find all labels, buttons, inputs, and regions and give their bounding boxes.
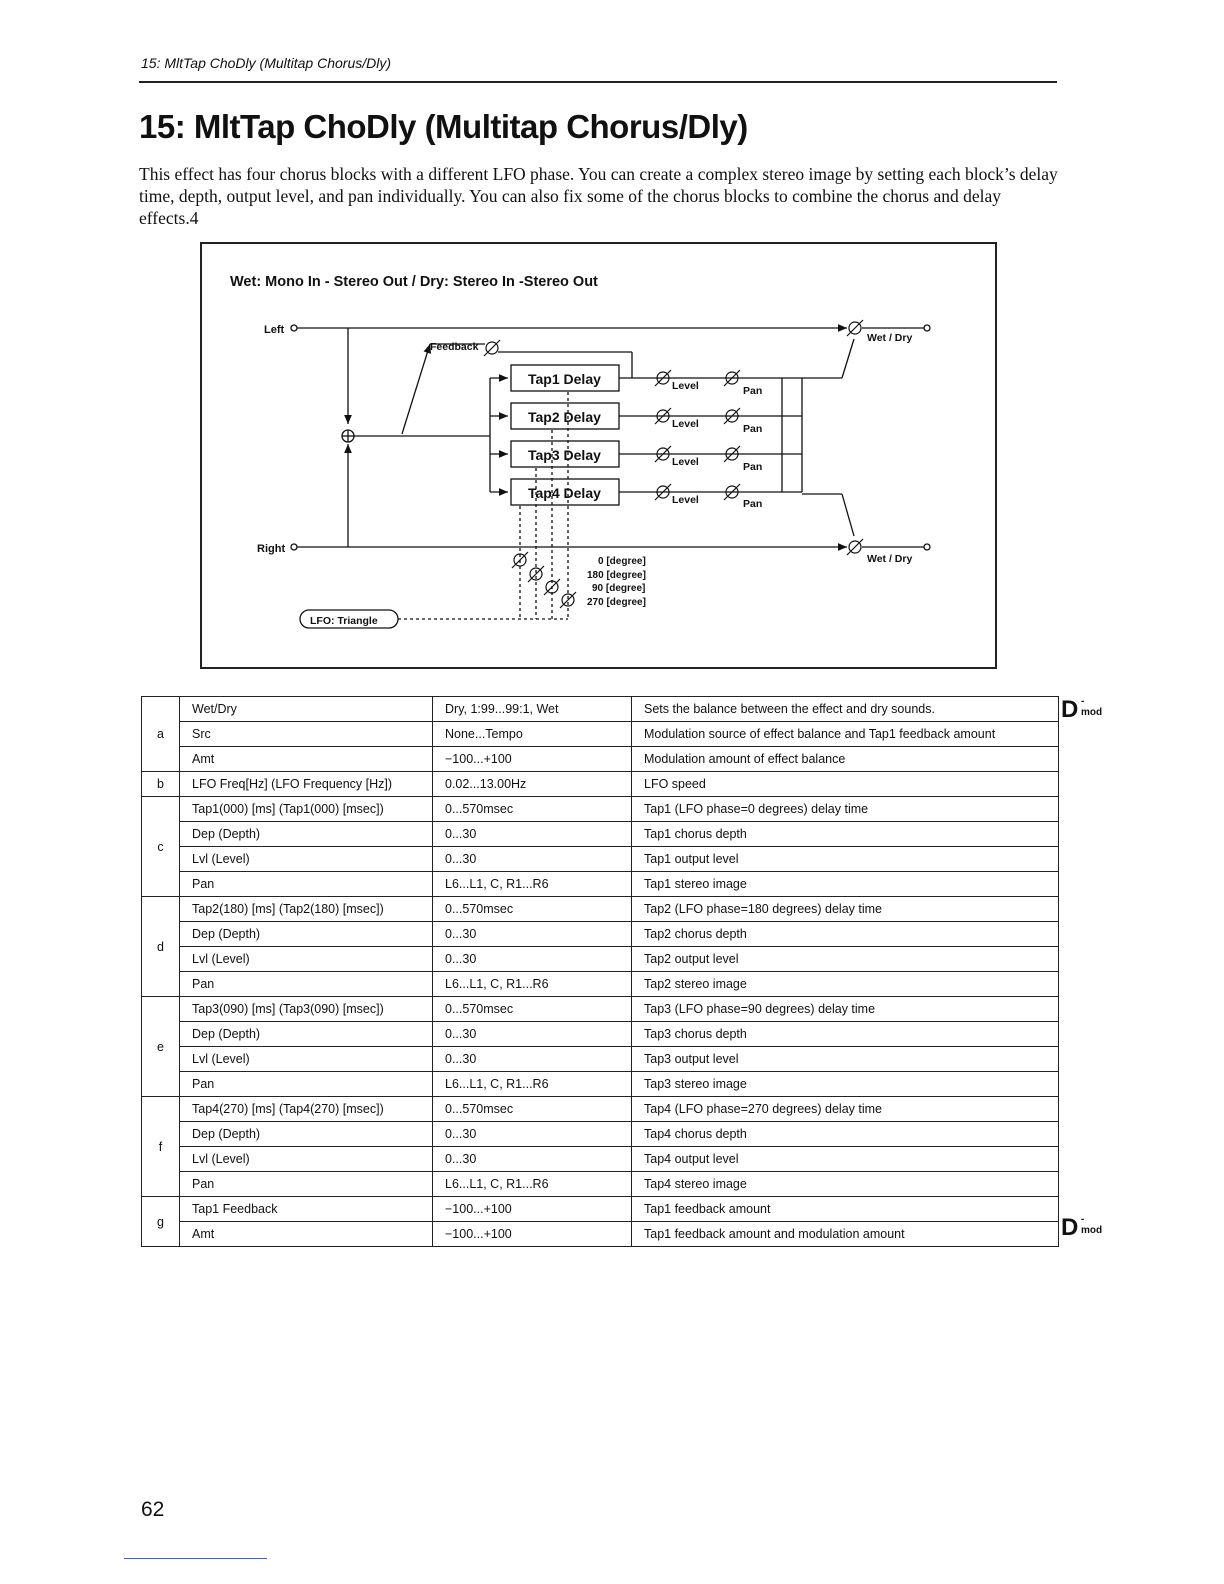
pan-label: Pan [743,385,763,397]
param-description: Tap4 stereo image [632,1172,1059,1197]
param-name: Wet/Dry [180,697,433,722]
param-name: Tap3(090) [ms] (Tap3(090) [msec]) [180,997,433,1022]
running-header: 15: MltTap ChoDly (Multitap Chorus/Dly) [141,55,392,71]
page-title: 15: MltTap ChoDly (Multitap Chorus/Dly) [139,108,748,145]
phase-label-0: 0 [degree] [598,556,646,567]
group-label: b [142,772,180,797]
table-row [142,722,1059,747]
group-label: d [142,897,180,997]
dmod-icon [1061,1214,1103,1242]
diagram-heading: Wet: Mono In - Stereo Out / Dry: Stereo In -Stereo Out [230,274,598,290]
tap1-delay-label: Tap1 Delay [528,371,601,387]
param-range: L6...L1, C, R1...R6 [433,1072,632,1097]
level-label: Level [672,456,699,468]
param-range: 0...30 [433,847,632,872]
param-range: 0...570msec [433,797,632,822]
param-name: Lvl (Level) [180,1047,433,1072]
param-description: Tap1 (LFO phase=0 degrees) delay time [632,797,1059,822]
table-row [142,972,1059,997]
level-label: Level [672,380,699,392]
param-name: Dep (Depth) [180,1022,433,1047]
table-row [142,797,1059,822]
table-row [142,1172,1059,1197]
param-name: Pan [180,1172,433,1197]
param-range: 0...30 [433,1147,632,1172]
param-description: Tap4 chorus depth [632,1122,1059,1147]
group-label: f [142,1097,180,1197]
phase-label-180: 180 [degree] [587,570,646,581]
param-range: L6...L1, C, R1...R6 [433,972,632,997]
wet-dry-top-label: Wet / Dry [867,332,913,344]
param-description: Tap4 (LFO phase=270 degrees) delay time [632,1097,1059,1122]
table-row [142,747,1059,772]
param-range: 0...570msec [433,997,632,1022]
param-name: Dep (Depth) [180,922,433,947]
table-row [142,1022,1059,1047]
param-range: −100...+100 [433,747,632,772]
param-name: Pan [180,972,433,997]
param-name: Tap4(270) [ms] (Tap4(270) [msec]) [180,1097,433,1122]
param-name: Tap1 Feedback [180,1197,433,1222]
param-name: Lvl (Level) [180,1147,433,1172]
tap3-delay-label: Tap3 Delay [528,447,601,463]
param-name: Src [180,722,433,747]
param-range: −100...+100 [433,1222,632,1247]
param-description: Tap1 chorus depth [632,822,1059,847]
dmod-letter: D [1061,696,1079,723]
param-range: L6...L1, C, R1...R6 [433,872,632,897]
param-name: Dep (Depth) [180,822,433,847]
group-label: c [142,797,180,897]
table-row [142,847,1059,872]
param-range: 0...30 [433,1022,632,1047]
param-range: L6...L1, C, R1...R6 [433,1172,632,1197]
param-description: Tap1 feedback amount [632,1197,1059,1222]
param-range: 0...30 [433,922,632,947]
table-row [142,897,1059,922]
signal-flow-diagram [200,242,997,669]
param-description: LFO speed [632,772,1059,797]
param-description: Tap2 (LFO phase=180 degrees) delay time [632,897,1059,922]
bottom-rule [124,1558,267,1559]
param-description: Modulation source of effect balance and Tap1 feedback amount [632,722,1059,747]
level-label: Level [672,418,699,430]
param-name: Lvl (Level) [180,947,433,972]
table-row [142,1197,1059,1222]
level-label: Level [672,494,699,506]
intro-paragraph: This effect has four chorus blocks with a different LFO phase. You can create a complex stereo image by setting each block’s delay time, depth, output level, and pan individually. You can also fix some of the chorus blocks to combine the chorus and delay effects.4 [139,164,1058,228]
tap4-delay-label: Tap4 Delay [528,485,601,501]
param-description: Tap2 chorus depth [632,922,1059,947]
param-name: LFO Freq[Hz] (LFO Frequency [Hz]) [180,772,433,797]
param-description: Tap1 feedback amount and modulation amount [632,1222,1059,1247]
param-range: 0...30 [433,1047,632,1072]
param-description: Tap1 output level [632,847,1059,872]
param-description: Tap2 stereo image [632,972,1059,997]
dmod-letter: D [1061,1214,1079,1241]
table-row [142,872,1059,897]
table-row [142,1222,1059,1247]
param-name: Pan [180,1072,433,1097]
header-rule [139,81,1057,83]
table-row [142,922,1059,947]
group-label: e [142,997,180,1097]
table-row [142,697,1059,722]
table-row [142,997,1059,1022]
table-row [142,1122,1059,1147]
param-range: 0...570msec [433,897,632,922]
param-description: Tap3 stereo image [632,1072,1059,1097]
param-name: Amt [180,1222,433,1247]
param-name: Amt [180,747,433,772]
param-range: 0...570msec [433,1097,632,1122]
table-row [142,947,1059,972]
table-row [142,1147,1059,1172]
param-description: Sets the balance between the effect and dry sounds. [632,697,1059,722]
param-name: Tap1(000) [ms] (Tap1(000) [msec]) [180,797,433,822]
right-label: Right [257,543,286,555]
param-range: 0...30 [433,822,632,847]
table-row [142,772,1059,797]
param-range: 0.02...13.00Hz [433,772,632,797]
param-range: −100...+100 [433,1197,632,1222]
phase-label-270: 270 [degree] [587,597,646,608]
table-row [142,1072,1059,1097]
param-range: 0...30 [433,1122,632,1147]
feedback-label: Feedback [430,341,479,353]
table-row [142,822,1059,847]
pan-label: Pan [743,423,763,435]
param-description: Tap3 chorus depth [632,1022,1059,1047]
pan-label: Pan [743,461,763,473]
param-name: Lvl (Level) [180,847,433,872]
table-row [142,1097,1059,1122]
parameter-table [141,696,1059,1247]
pan-label: Pan [743,498,763,510]
dmod-suffix: -mod [1081,696,1103,718]
group-label: a [142,697,180,772]
param-name: Dep (Depth) [180,1122,433,1147]
param-range: None...Tempo [433,722,632,747]
group-label: g [142,1197,180,1247]
phase-label-90: 90 [degree] [592,583,646,594]
tap2-delay-label: Tap2 Delay [528,409,601,425]
dmod-suffix: -mod [1081,1214,1103,1236]
left-label: Left [264,324,285,336]
dmod-icon [1061,696,1103,724]
param-description: Tap2 output level [632,947,1059,972]
param-description: Modulation amount of effect balance [632,747,1059,772]
param-name: Pan [180,872,433,897]
wet-dry-bottom-label: Wet / Dry [867,553,913,565]
param-description: Tap4 output level [632,1147,1059,1172]
lfo-label: LFO: Triangle [310,615,378,627]
param-name: Tap2(180) [ms] (Tap2(180) [msec]) [180,897,433,922]
param-range: Dry, 1:99...99:1, Wet [433,697,632,722]
param-description: Tap3 (LFO phase=90 degrees) delay time [632,997,1059,1022]
table-row [142,1047,1059,1072]
param-range: 0...30 [433,947,632,972]
param-description: Tap3 output level [632,1047,1059,1072]
param-description: Tap1 stereo image [632,872,1059,897]
page-number: 62 [141,1498,165,1521]
